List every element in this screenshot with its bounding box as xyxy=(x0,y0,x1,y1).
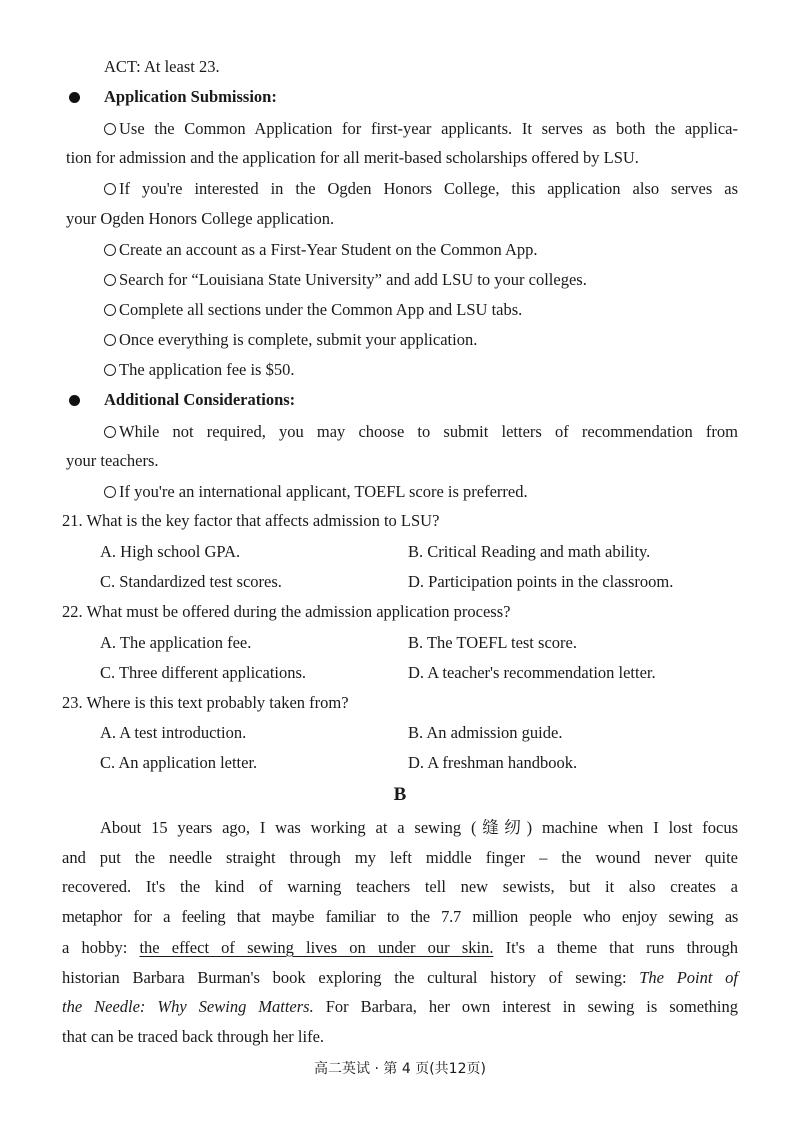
passage-b-title: B xyxy=(393,784,407,805)
circle-icon xyxy=(104,183,116,195)
passage-b-line-4: metaphor for a feeling that maybe familiar to the 7.7 million people who enjoy sewing as xyxy=(62,907,738,926)
circle-icon xyxy=(104,304,116,316)
passage-b-line-3: recovered. It's the kind of warning teachers tell new sewists, but it also creates a xyxy=(62,877,738,896)
submission-item-6: Once everything is complete, submit your application. xyxy=(104,329,477,351)
question-21-option-c[interactable]: C. Standardized test scores. xyxy=(100,572,282,591)
additional-item-1-line-2: your teachers. xyxy=(66,451,159,470)
submission-item-5: Complete all sections under the Common App and LSU tabs. xyxy=(104,299,522,321)
book-title-part-1: The Point of xyxy=(639,968,738,987)
question-23-option-d[interactable]: D. A freshman handbook. xyxy=(408,753,578,772)
circle-icon xyxy=(104,364,116,376)
circle-icon xyxy=(104,123,116,135)
submission-heading: Application Submission: xyxy=(104,87,277,106)
circle-icon xyxy=(104,426,116,438)
passage-b-line-5: a hobby: the effect of sewing lives on under our skin. It's a theme that runs through xyxy=(62,938,738,957)
passage-b-line-8: that can be traced back through her life. xyxy=(62,1027,325,1046)
question-21-option-b[interactable]: B. Critical Reading and math ability. xyxy=(408,542,651,561)
book-title-part-2: the Needle: Why Sewing Matters. xyxy=(62,997,314,1016)
submission-item-3: Create an account as a First-Year Student on the Common App. xyxy=(104,239,538,261)
question-21-option-a[interactable]: A. High school GPA. xyxy=(100,542,241,561)
question-22-stem: 22. What must be offered during the admission application process? xyxy=(62,602,511,621)
bullet-icon xyxy=(69,92,80,103)
submission-item-2-line-1: If you're interested in the Ogden Honors College, this application also serves as xyxy=(104,178,738,200)
passage-b-line-1: About 15 years ago, I was working at a sewing (缝纫) machine when I lost focus xyxy=(100,818,738,837)
question-22-option-c[interactable]: C. Three different applications. xyxy=(100,663,307,682)
submission-item-1-line-2: tion for admission and the application for all merit-based scholarships offered by LSU. xyxy=(66,148,639,167)
question-22-option-a[interactable]: A. The application fee. xyxy=(100,633,252,652)
passage-b-line-2: and put the needle straight through my left middle finger – the wound never quite xyxy=(62,848,738,867)
question-21-stem: 21. What is the key factor that affects admission to LSU? xyxy=(62,511,440,530)
additional-item-1-line-1: While not required, you may choose to submit letters of recommendation from xyxy=(104,421,738,443)
question-23-option-c[interactable]: C. An application letter. xyxy=(100,753,258,772)
submission-item-1-line-1: Use the Common Application for first-year applicants. It serves as both the applica- xyxy=(104,118,738,140)
page-footer: 高二英试 · 第 4 页(共12页) xyxy=(314,1061,486,1077)
underlined-sentence: the effect of sewing lives on under our skin. xyxy=(139,938,494,957)
bullet-icon xyxy=(69,395,80,406)
passage-b-line-6: historian Barbara Burman's book exploring the cultural history of sewing: The Point of xyxy=(62,968,738,987)
act-requirement: ACT: At least 23. xyxy=(104,57,220,76)
question-22-option-b[interactable]: B. The TOEFL test score. xyxy=(408,633,577,652)
circle-icon xyxy=(104,274,116,286)
circle-icon xyxy=(104,244,116,256)
circle-icon xyxy=(104,486,116,498)
question-23-stem: 23. Where is this text probably taken from? xyxy=(62,693,349,712)
additional-heading: Additional Considerations: xyxy=(104,390,296,409)
question-22-option-d[interactable]: D. A teacher's recommendation letter. xyxy=(408,663,656,682)
submission-item-7: The application fee is $50. xyxy=(104,359,294,381)
submission-item-4: Search for “Louisiana State University” and add LSU to your colleges. xyxy=(104,269,587,291)
passage-b-line-7: the Needle: Why Sewing Matters. For Barbara, her own interest in sewing is something xyxy=(62,997,738,1016)
question-21-option-d[interactable]: D. Participation points in the classroom. xyxy=(408,572,674,591)
question-23-option-a[interactable]: A. A test introduction. xyxy=(100,723,247,742)
additional-item-2: If you're an international applicant, TOEFL score is preferred. xyxy=(104,481,528,503)
question-23-option-b[interactable]: B. An admission guide. xyxy=(408,723,563,742)
submission-item-2-line-2: your Ogden Honors College application. xyxy=(66,209,335,228)
circle-icon xyxy=(104,334,116,346)
